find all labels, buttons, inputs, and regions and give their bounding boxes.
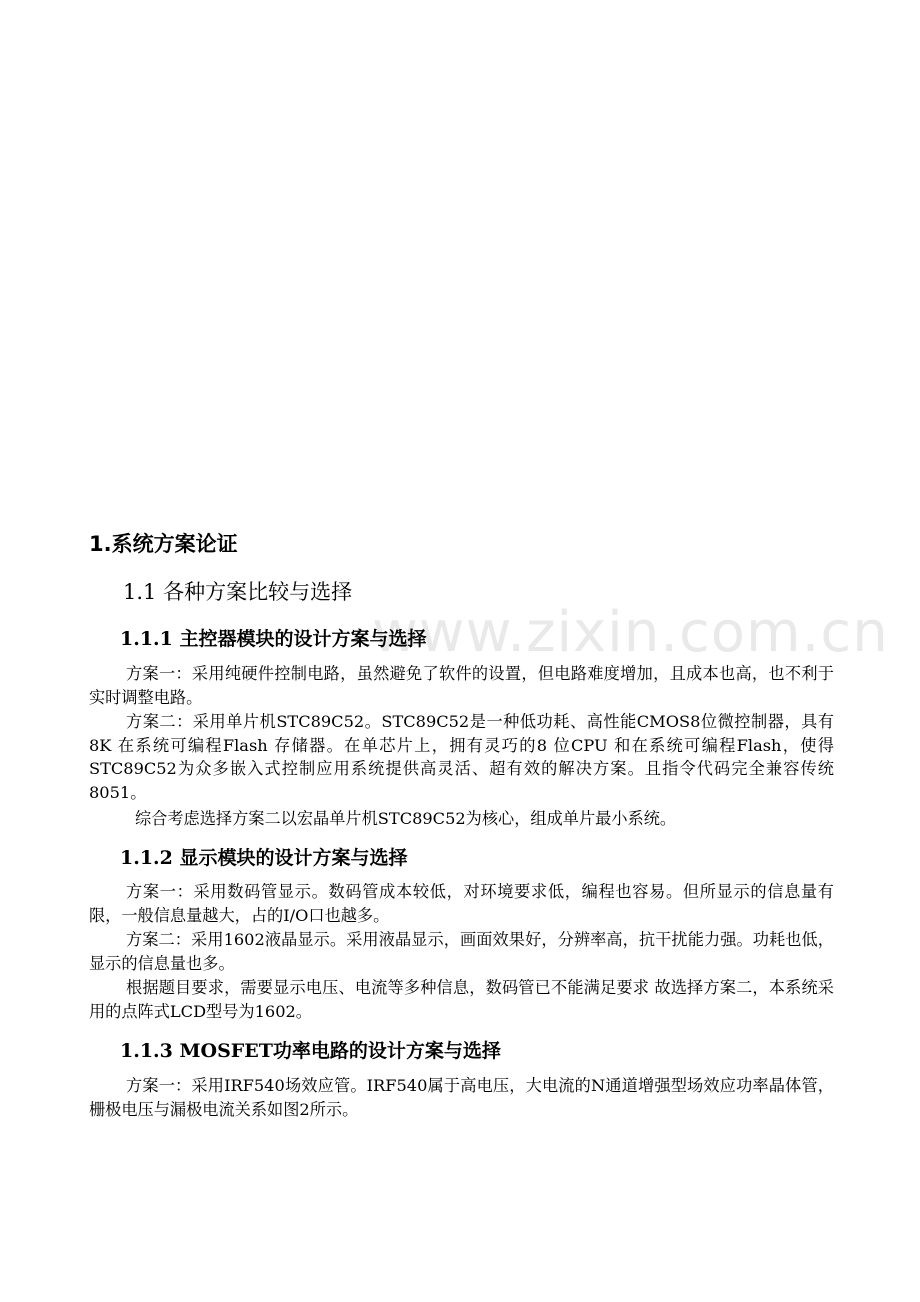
paragraph-display-option1: 方案一：采用数码管显示。数码管成本较低，对环境要求低，编程也容易。但所显示的信息量有限，一般信息量越大，占的I/O口也越多。 [89, 882, 834, 925]
paragraph-controller-option1: 方案一：采用纯硬件控制电路，虽然避免了软件的设置，但电路难度增加，且成本也高，也不利于实时调整电路。 [89, 664, 834, 707]
paragraph-mosfet-option1: 方案一：采用IRF540场效应管。IRF540属于高电压，大电流的N通道增强型场效应功率晶体管，栅极电压与漏极电流关系如图2所示。 [89, 1076, 834, 1119]
part-title-controller: 1.1.1 主控器模块的设计方案与选择 [120, 628, 427, 650]
section-title: 1.系统方案论证 [89, 532, 238, 556]
paragraph-controller-conclusion: 综合考虑选择方案二以宏晶单片机STC89C52为核心，组成单片最小系统。 [135, 809, 677, 828]
part-title-mosfet: 1.1.3 MOSFET功率电路的设计方案与选择 [120, 1040, 501, 1062]
watermark: www.zixin.com.cn [372, 600, 889, 665]
paragraph-display-conclusion: 根据题目要求，需要显示电压、电流等多种信息，数码管已不能满足要求 故选择方案二，本系统采用的点阵式LCD型号为1602。 [89, 978, 834, 1021]
paragraph-controller-option2: 方案二：采用单片机STC89C52。STC89C52是一种低功耗、高性能CMOS8位微控制器，具有 8K 在系统可编程Flash 存储器。在单芯片上，拥有灵巧的8 位CPU 和在系统可编程Flash，使得STC89C52为众多嵌入式控制应用系统提供高灵活、超有效的解决方案。且指令代码完全兼容传统8051。 [89, 712, 834, 802]
subsection-title: 1.1 各种方案比较与选择 [123, 580, 353, 604]
part-title-display: 1.1.2 显示模块的设计方案与选择 [120, 847, 408, 869]
paragraph-display-option2: 方案二：采用1602液晶显示。采用液晶显示，画面效果好，分辨率高，抗干扰能力强。功耗也低，显示的信息量也多。 [89, 930, 834, 973]
